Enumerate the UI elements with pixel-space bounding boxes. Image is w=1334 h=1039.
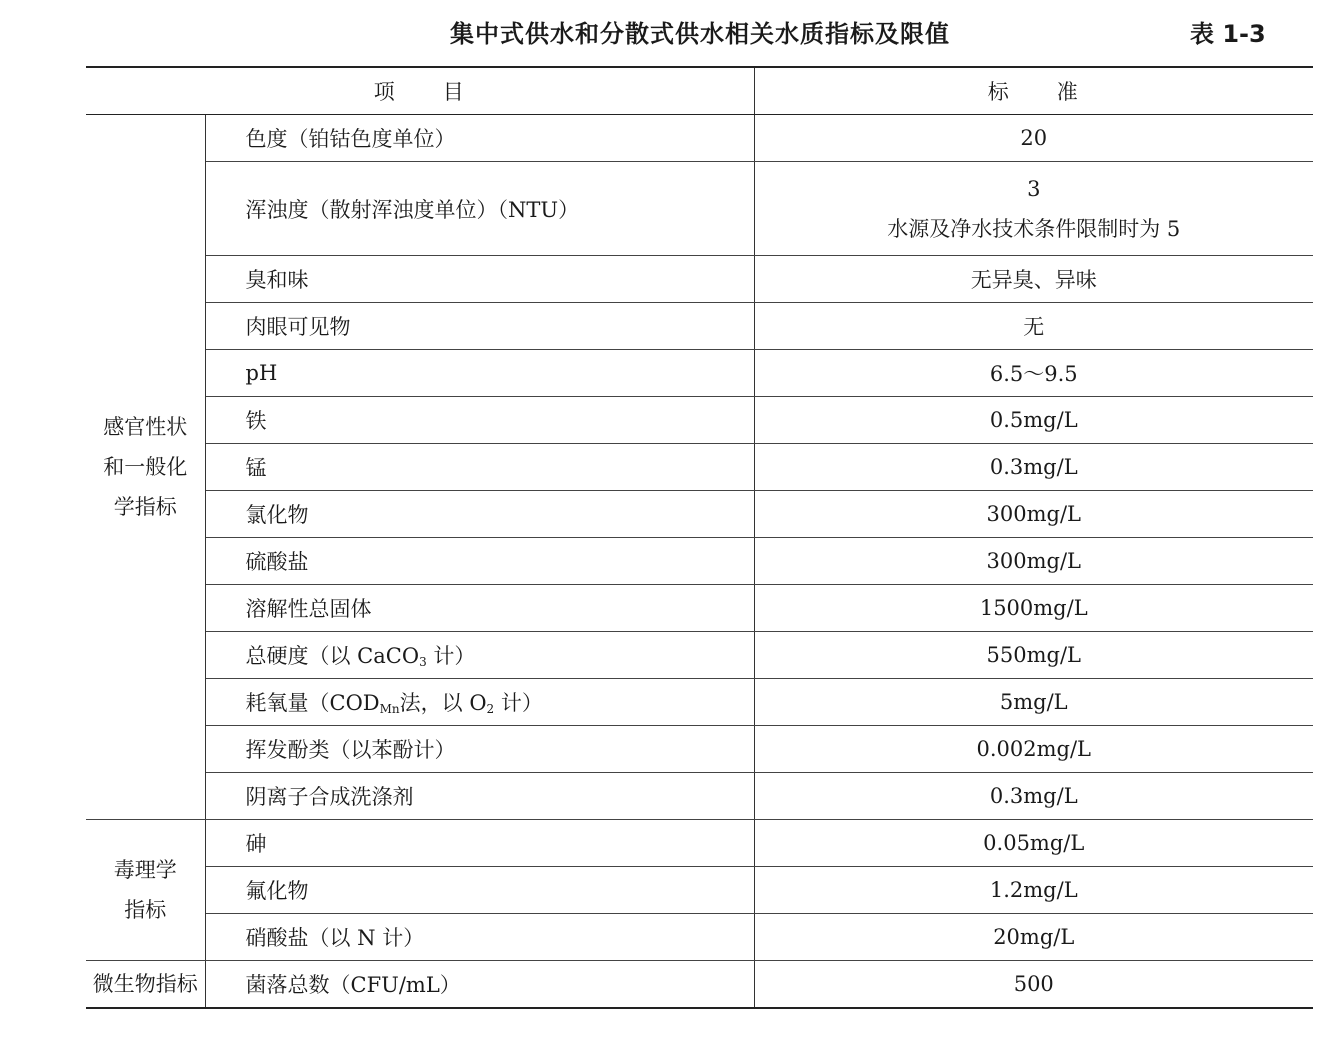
item-name: 浑浊度（散射浑浊度单位）（NTU）	[205, 162, 754, 256]
item-value: 300mg/L	[754, 491, 1313, 538]
table-row	[86, 773, 1313, 820]
category-line: 学指标	[113, 495, 177, 519]
column-header-item-char: 项	[373, 80, 397, 104]
category-line: 感官性状	[103, 415, 188, 439]
item-name: 硝酸盐（以 N 计）	[205, 914, 754, 961]
item-value: 20mg/L	[754, 914, 1313, 961]
table-row	[86, 820, 1313, 867]
category-line: 和一般化	[103, 455, 188, 479]
item-value-line: 水源及净水技术条件限制时为 5	[887, 216, 1181, 241]
item-value: 0.3mg/L	[754, 773, 1313, 820]
item-name-subscript: Mn	[379, 702, 400, 716]
item-name-part: 总硬度（以 CaCO	[245, 644, 420, 668]
category-cell	[86, 115, 205, 820]
item-value: 5mg/L	[754, 679, 1313, 726]
table-row	[86, 538, 1313, 585]
header-row	[86, 67, 1313, 115]
table-row	[86, 444, 1313, 491]
table-row	[86, 491, 1313, 538]
table-row	[86, 256, 1313, 303]
table-title: 集中式供水和分散式供水相关水质指标及限值	[450, 20, 950, 48]
item-name: 砷	[205, 820, 754, 867]
table-row	[86, 961, 1313, 1009]
item-value: 0.5mg/L	[754, 397, 1313, 444]
table-row	[86, 162, 1313, 256]
item-name: 锰	[205, 444, 754, 491]
item-name: 肉眼可见物	[205, 303, 754, 350]
table-row	[86, 397, 1313, 444]
table-number: 表 1-3	[1190, 20, 1266, 48]
table-row	[86, 115, 1313, 162]
column-header-standard	[754, 67, 1313, 115]
item-value: 0.3mg/L	[754, 444, 1313, 491]
column-header-standard-char: 准	[1056, 80, 1080, 104]
table-row	[86, 914, 1313, 961]
table-row	[86, 303, 1313, 350]
item-name-part: 计）	[494, 691, 543, 715]
item-name: pH	[205, 350, 754, 397]
item-name: 氟化物	[205, 867, 754, 914]
item-value: 0.05mg/L	[754, 820, 1313, 867]
item-value: 0.002mg/L	[754, 726, 1313, 773]
column-header-standard-char: 标	[987, 80, 1011, 104]
item-value	[754, 162, 1313, 256]
table-row	[86, 679, 1313, 726]
item-name-part: 计）	[426, 644, 476, 668]
item-name: 铁	[205, 397, 754, 444]
item-name: 臭和味	[205, 256, 754, 303]
item-name-subscript: 2	[486, 702, 495, 716]
item-value: 550mg/L	[754, 632, 1313, 679]
table-body	[86, 115, 1313, 1009]
item-value: 1500mg/L	[754, 585, 1313, 632]
item-value: 300mg/L	[754, 538, 1313, 585]
table-row	[86, 632, 1313, 679]
item-name: 溶解性总固体	[205, 585, 754, 632]
item-name: 菌落总数（CFU/mL）	[245, 973, 461, 997]
category-line: 指标	[124, 898, 167, 922]
item-name-subscript: 3	[419, 655, 427, 669]
item-name: 挥发酚类（以苯酚计）	[205, 726, 754, 773]
category-cell	[86, 820, 205, 961]
item-name-part: 法，以 O	[399, 691, 487, 715]
table-row	[86, 726, 1313, 773]
item-value: 无异臭、异味	[754, 256, 1313, 303]
category-cell	[86, 961, 205, 1009]
column-header-item	[86, 67, 754, 115]
category-line: 微生物指标	[92, 972, 198, 996]
item-name: 硫酸盐	[205, 538, 754, 585]
water-quality-table	[86, 66, 1313, 1009]
item-value: 6.5～9.5	[754, 350, 1313, 397]
item-name: 氯化物	[205, 491, 754, 538]
item-value: 无	[754, 303, 1313, 350]
category-line: 毒理学	[113, 858, 177, 882]
table-row	[86, 585, 1313, 632]
item-name	[205, 679, 754, 726]
item-value: 1.2mg/L	[754, 867, 1313, 914]
item-value: 20	[754, 115, 1313, 162]
table-row	[86, 867, 1313, 914]
item-name: 色度（铂钴色度单位）	[205, 115, 754, 162]
table-row	[86, 350, 1313, 397]
item-name-part: 耗氧量（COD	[245, 691, 380, 715]
item-value-line: 3	[1027, 176, 1041, 201]
item-name: 阴离子合成洗涤剂	[205, 773, 754, 820]
title-bar	[0, 14, 1334, 54]
column-header-item-char: 目	[442, 80, 466, 104]
item-name	[205, 632, 754, 679]
item-value: 500	[754, 961, 1313, 1009]
